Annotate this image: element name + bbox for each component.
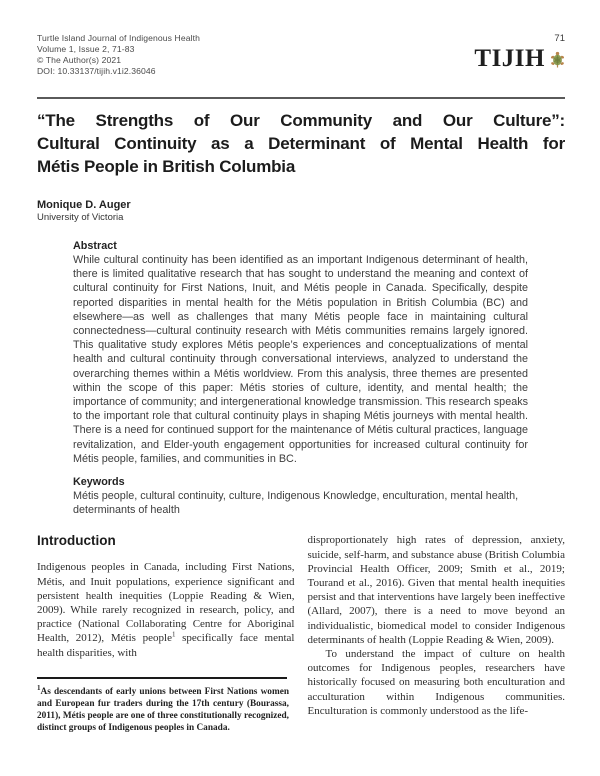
introduction-paragraph xyxy=(37,560,295,659)
footnote-divider xyxy=(37,677,287,679)
abstract-section xyxy=(73,239,528,466)
article-title-line-2: Cultural Continuity as a Determinant of Mental Health for xyxy=(37,134,565,153)
article-title xyxy=(37,109,565,178)
footnote-text xyxy=(37,683,289,735)
author-affiliation: University of Victoria xyxy=(37,212,124,223)
turtle-icon xyxy=(550,51,565,68)
header-right xyxy=(474,33,565,71)
footnote-marker: 1 xyxy=(37,683,41,692)
journal-title: Turtle Island Journal of Indigenous Health xyxy=(37,33,200,43)
doi-line: DOI: 10.33137/tijih.v1i2.36046 xyxy=(37,66,156,76)
keywords-body: Métis people, cultural continuity, culture, Indigenous Knowledge, enculturation, mental health, determinants of health xyxy=(73,490,519,517)
author-block xyxy=(37,199,565,224)
two-column-body xyxy=(37,533,565,734)
right-column xyxy=(308,533,566,734)
right-column-text xyxy=(308,533,566,718)
keywords-section xyxy=(73,475,528,517)
right-column-paragraph-1: disproportionately high rates of depression, anxiety, suicide, self-harm, and substance abuse (British Columbia Provincial Health Officer, 2009; Smith et al., 2019; Tourand et al., 2016). Given that mental health inequities persist and that interventions have largely been ineffective (Allard, 2007), there is a need to move beyond an individualistic, biomedical model to consider Indigenous determinants of health (Loppie Reading & Wien, 2009). xyxy=(307,534,565,646)
footnote-body: As descendants of early unions between First Nations women and European fur traders during the 17th century (Bourassa, 2011), Métis people are one of three constitutionally recognized, distinct groups of Indigenous peoples in Canada. xyxy=(37,686,289,734)
author-name: Monique D. Auger xyxy=(37,199,131,211)
article-title-line-1: “The Strengths of Our Community and Our Culture”: xyxy=(37,111,565,130)
page-header xyxy=(37,33,565,77)
introduction-heading: Introduction xyxy=(37,533,116,549)
journal-volume-issue: Volume 1, Issue 2, 71-83 xyxy=(37,44,135,54)
footnote-reference-marker: 1 xyxy=(171,630,176,639)
page-number: 71 xyxy=(554,33,565,44)
keywords-heading: Keywords xyxy=(73,476,125,489)
intro-text-before-footnote-ref: Indigenous peoples in Canada, including First Nations, Métis, and Inuit populations, experience significant and persistent health inequities (Loppie Reading & Wien, 2009). While rarely recognized in research, policy, and practice (National Collaborating Centre for Aboriginal Health, 2012), Métis people xyxy=(37,561,295,645)
article-title-line-3: Métis People in British Columbia xyxy=(37,157,296,176)
journal-metadata xyxy=(37,33,200,77)
journal-logo-text: TIJIH xyxy=(474,45,545,72)
footnote-area xyxy=(37,677,295,735)
intro-text-after-footnote-ref: specifically face mental health disparities, with xyxy=(37,632,295,659)
right-column-paragraph-2: To understand the impact of culture on health outcomes for Indigenous peoples, researchers have historically focused on measuring both enculturation and acculturation within Indigenous communities. Enculturation is commonly understood as the life- xyxy=(307,648,565,717)
copyright-line: © The Author(s) 2021 xyxy=(37,55,122,65)
journal-logo xyxy=(474,47,565,71)
abstract-heading: Abstract xyxy=(73,240,117,252)
abstract-body: While cultural continuity has been identified as an important Indigenous determinant of health, there is limited qualitative research that has sought to understand the meaning and context of cultural continuity for First Nations, Inuit, and Métis people in Canada. Specifically, despite reported disparities in mental health for the Métis population in British Columbia (BC) and elsewhere—as well as challenges that many Métis people face in maintaining cultural connectedness—cultural continuity research with Métis communities remains largely ignored. This qualitative study explores Métis people’s experiences and conceptualizations of mental health and cultural continuity through conversational interviews, analyzed to understand the overarching themes within a Métis worldview. From this analysis, three themes are presented within the scope of this paper: Métis stories of culture, identity, and mental health; the importance of community; and intergenerational knowledge transmission. This research speaks to the important role that cultural continuity plays in shaping Métis journeys with mental health. There is a need for continued support for the maintenance of Métis cultural practices, language revitalization, and Elder-youth engagement opportunities for increased cultural continuity for Métis people, families, and communities in BC. xyxy=(73,254,528,465)
header-divider xyxy=(37,97,565,99)
left-column xyxy=(37,533,295,734)
